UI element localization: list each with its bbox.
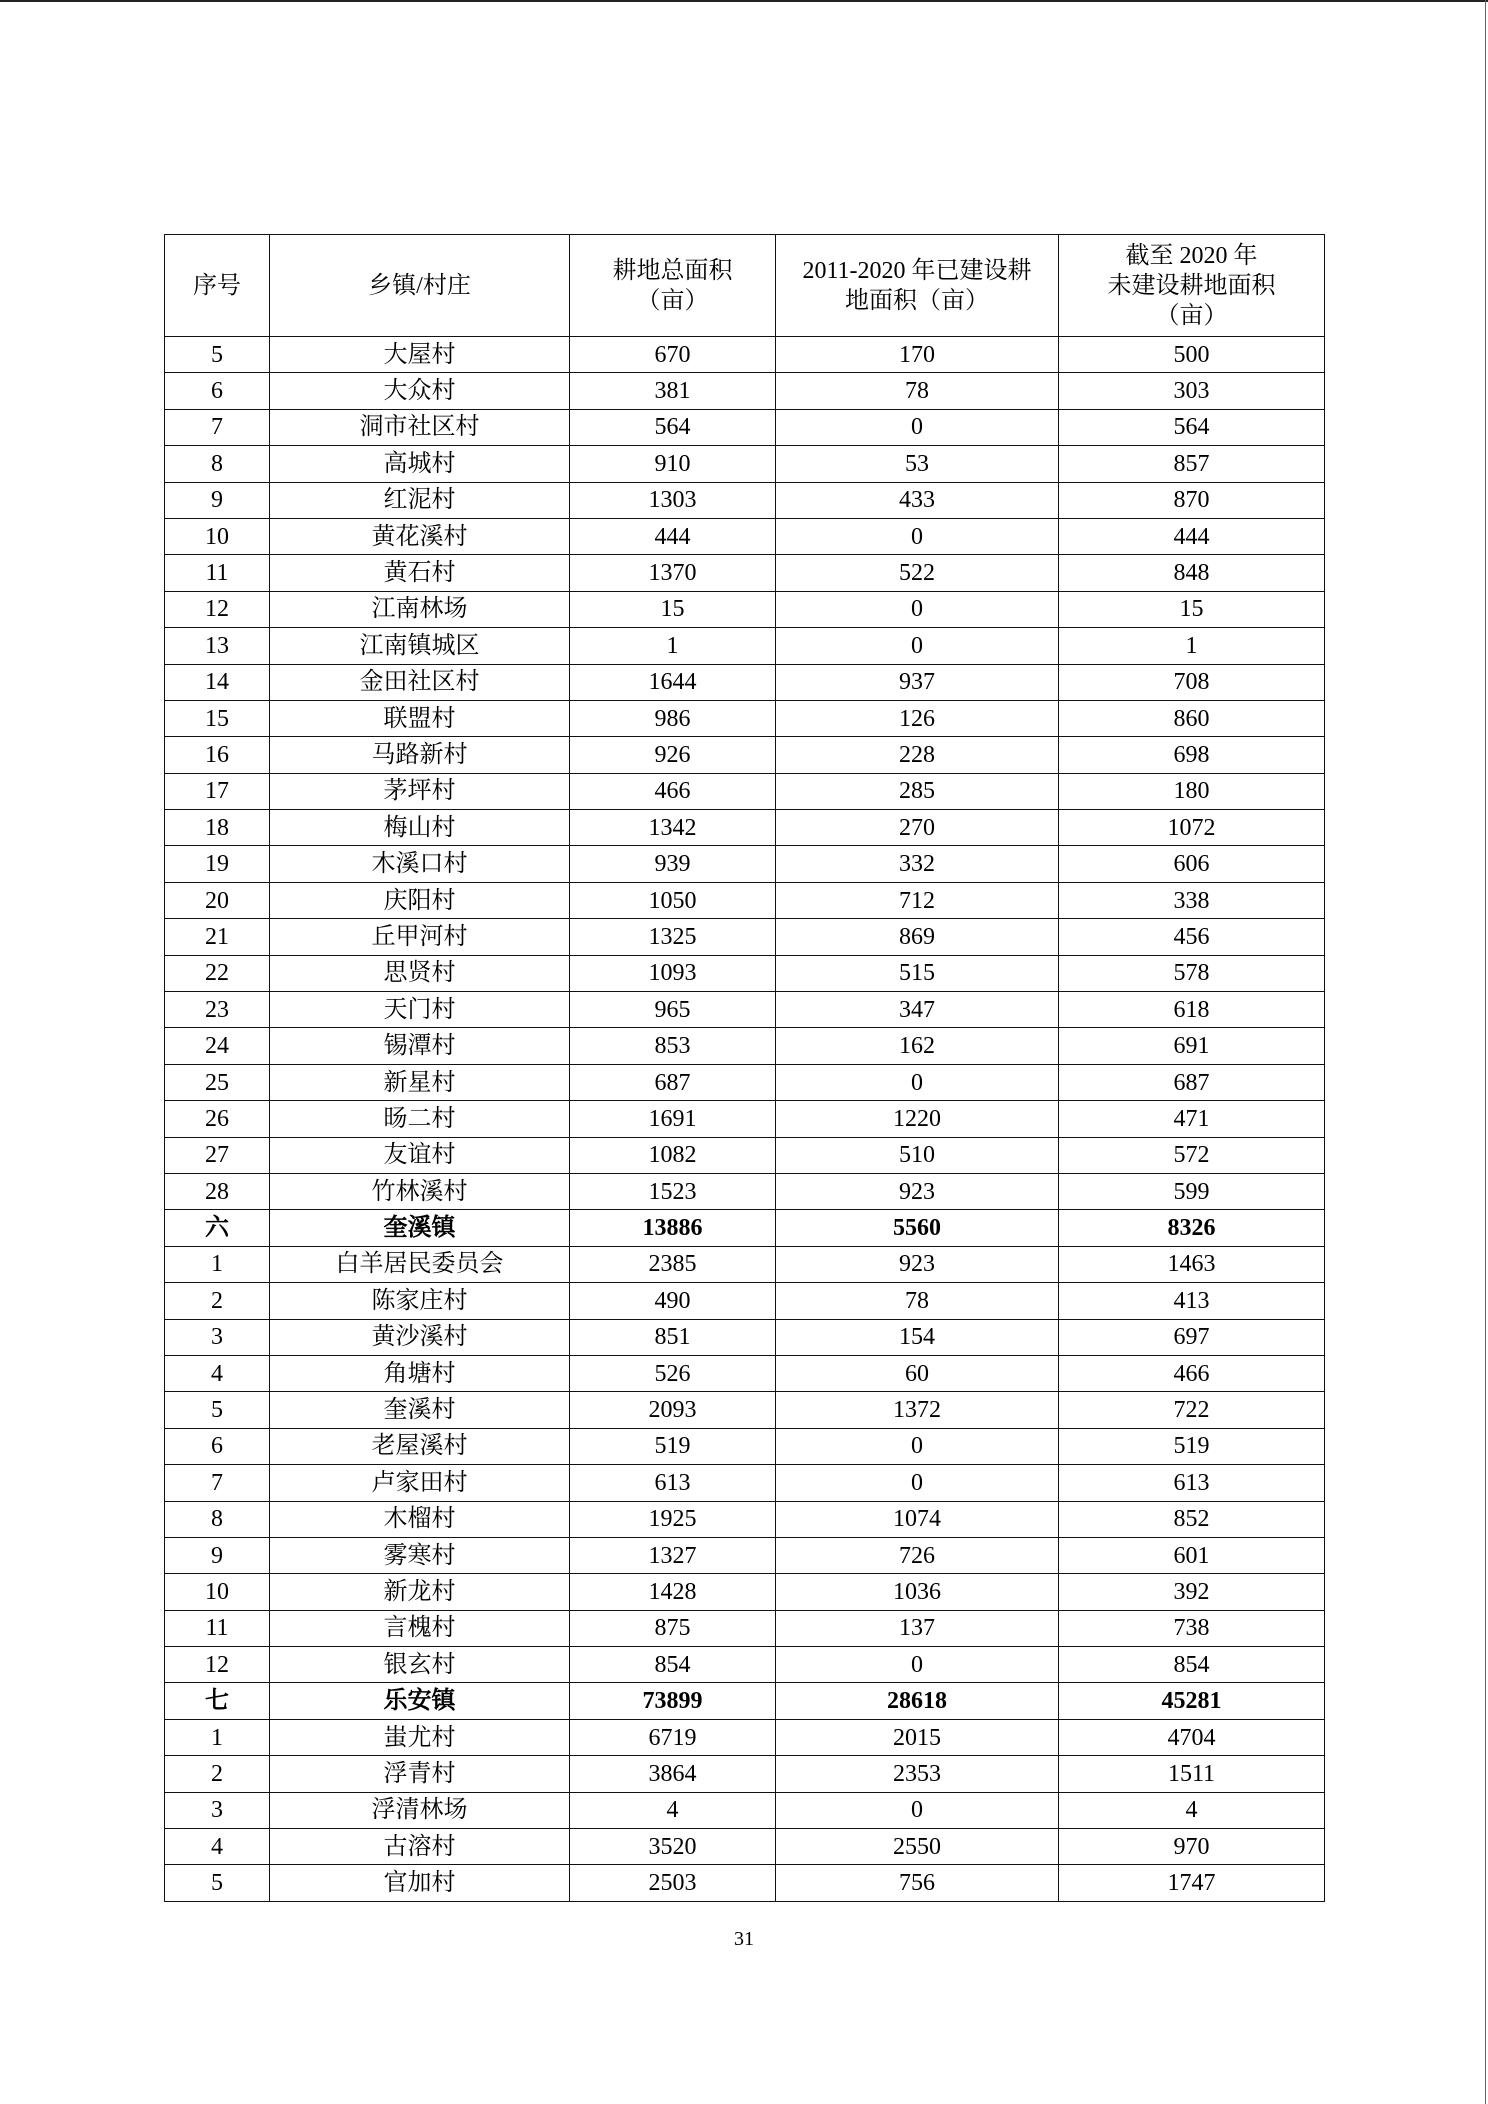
cell-unbuilt-area: 4704 bbox=[1059, 1719, 1325, 1755]
cell-township-village: 新星村 bbox=[270, 1064, 570, 1100]
cell-total-area: 1342 bbox=[570, 810, 776, 846]
cell-total-area: 2093 bbox=[570, 1392, 776, 1428]
header-serial-number: 序号 bbox=[165, 235, 270, 337]
table-row bbox=[165, 1283, 1325, 1319]
cell-serial-number: 24 bbox=[165, 1028, 270, 1064]
cell-built-area: 78 bbox=[776, 1283, 1059, 1319]
table-row bbox=[165, 1173, 1325, 1209]
cell-unbuilt-area: 738 bbox=[1059, 1610, 1325, 1646]
cell-serial-number: 5 bbox=[165, 337, 270, 373]
cell-unbuilt-area: 303 bbox=[1059, 373, 1325, 409]
table-row bbox=[165, 518, 1325, 554]
cell-total-area: 965 bbox=[570, 992, 776, 1028]
table-row bbox=[165, 1610, 1325, 1646]
table-row bbox=[165, 1028, 1325, 1064]
cell-total-area: 1925 bbox=[570, 1501, 776, 1537]
table-row bbox=[165, 1355, 1325, 1391]
cell-total-area: 1093 bbox=[570, 955, 776, 991]
cell-total-area: 2503 bbox=[570, 1865, 776, 1901]
cell-township-village: 江南镇城区 bbox=[270, 628, 570, 664]
cell-total-area: 2385 bbox=[570, 1246, 776, 1282]
table-row bbox=[165, 1465, 1325, 1501]
cell-township-village: 洞市社区村 bbox=[270, 409, 570, 445]
cell-unbuilt-area: 698 bbox=[1059, 737, 1325, 773]
cell-serial-number: 18 bbox=[165, 810, 270, 846]
cell-built-area: 712 bbox=[776, 882, 1059, 918]
cell-serial-number: 1 bbox=[165, 1246, 270, 1282]
cell-total-area: 73899 bbox=[570, 1683, 776, 1719]
cell-serial-number: 13 bbox=[165, 628, 270, 664]
cell-built-area: 126 bbox=[776, 700, 1059, 736]
cell-unbuilt-area: 857 bbox=[1059, 446, 1325, 482]
cell-total-area: 1 bbox=[570, 628, 776, 664]
cell-serial-number: 9 bbox=[165, 482, 270, 518]
cell-built-area: 154 bbox=[776, 1319, 1059, 1355]
cell-township-village: 新龙村 bbox=[270, 1574, 570, 1610]
cell-unbuilt-area: 578 bbox=[1059, 955, 1325, 991]
table-row bbox=[165, 1647, 1325, 1683]
cell-township-village: 锡潭村 bbox=[270, 1028, 570, 1064]
cell-unbuilt-area: 338 bbox=[1059, 882, 1325, 918]
cell-built-area: 1074 bbox=[776, 1501, 1059, 1537]
cell-township-village: 丘甲河村 bbox=[270, 919, 570, 955]
cell-serial-number: 20 bbox=[165, 882, 270, 918]
cell-built-area: 2550 bbox=[776, 1829, 1059, 1865]
cell-unbuilt-area: 697 bbox=[1059, 1319, 1325, 1355]
header-total-farmland-area: 耕地总面积 （亩） bbox=[570, 235, 776, 337]
cell-unbuilt-area: 854 bbox=[1059, 1647, 1325, 1683]
cell-built-area: 510 bbox=[776, 1137, 1059, 1173]
cell-serial-number: 14 bbox=[165, 664, 270, 700]
cell-township-village: 陈家庄村 bbox=[270, 1283, 570, 1319]
cell-unbuilt-area: 970 bbox=[1059, 1829, 1325, 1865]
cell-built-area: 162 bbox=[776, 1028, 1059, 1064]
cell-built-area: 433 bbox=[776, 482, 1059, 518]
cell-unbuilt-area: 601 bbox=[1059, 1537, 1325, 1573]
cell-total-area: 613 bbox=[570, 1465, 776, 1501]
cell-built-area: 60 bbox=[776, 1355, 1059, 1391]
cell-built-area: 0 bbox=[776, 518, 1059, 554]
cell-total-area: 1050 bbox=[570, 882, 776, 918]
cell-total-area: 490 bbox=[570, 1283, 776, 1319]
cell-serial-number: 21 bbox=[165, 919, 270, 955]
cell-serial-number: 8 bbox=[165, 1501, 270, 1537]
cell-township-village: 角塘村 bbox=[270, 1355, 570, 1391]
cell-township-village: 大众村 bbox=[270, 373, 570, 409]
table-row bbox=[165, 1064, 1325, 1100]
cell-township-village: 思贤村 bbox=[270, 955, 570, 991]
cell-unbuilt-area: 572 bbox=[1059, 1137, 1325, 1173]
cell-unbuilt-area: 45281 bbox=[1059, 1683, 1325, 1719]
table-header bbox=[165, 235, 1325, 337]
cell-unbuilt-area: 708 bbox=[1059, 664, 1325, 700]
table-row bbox=[165, 1537, 1325, 1573]
cell-built-area: 522 bbox=[776, 555, 1059, 591]
cell-unbuilt-area: 687 bbox=[1059, 1064, 1325, 1100]
cell-built-area: 937 bbox=[776, 664, 1059, 700]
cell-built-area: 0 bbox=[776, 628, 1059, 664]
header-built-farmland-area: 2011-2020 年已建设耕 地面积（亩） bbox=[776, 235, 1059, 337]
cell-built-area: 2015 bbox=[776, 1719, 1059, 1755]
cell-township-village: 庆阳村 bbox=[270, 882, 570, 918]
cell-serial-number: 5 bbox=[165, 1865, 270, 1901]
cell-township-village: 白羊居民委员会 bbox=[270, 1246, 570, 1282]
table-row bbox=[165, 1428, 1325, 1464]
cell-unbuilt-area: 852 bbox=[1059, 1501, 1325, 1537]
table-row bbox=[165, 773, 1325, 809]
cell-serial-number: 9 bbox=[165, 1537, 270, 1573]
header-unbuilt-farmland-area: 截至 2020 年 未建设耕地面积 （亩） bbox=[1059, 235, 1325, 337]
table-row bbox=[165, 955, 1325, 991]
table-row bbox=[165, 1101, 1325, 1137]
cell-total-area: 926 bbox=[570, 737, 776, 773]
cell-unbuilt-area: 456 bbox=[1059, 919, 1325, 955]
cell-township-village: 茅坪村 bbox=[270, 773, 570, 809]
cell-serial-number: 11 bbox=[165, 1610, 270, 1646]
cell-serial-number: 25 bbox=[165, 1064, 270, 1100]
cell-township-village: 梅山村 bbox=[270, 810, 570, 846]
cell-built-area: 347 bbox=[776, 992, 1059, 1028]
cell-serial-number: 3 bbox=[165, 1319, 270, 1355]
cell-township-village: 大屋村 bbox=[270, 337, 570, 373]
table-row-township-subtotal bbox=[165, 1210, 1325, 1246]
cell-unbuilt-area: 466 bbox=[1059, 1355, 1325, 1391]
cell-serial-number: 12 bbox=[165, 1647, 270, 1683]
cell-township-village: 联盟村 bbox=[270, 700, 570, 736]
cell-serial-number: 23 bbox=[165, 992, 270, 1028]
cell-serial-number: 7 bbox=[165, 1465, 270, 1501]
cell-built-area: 0 bbox=[776, 1064, 1059, 1100]
header-row bbox=[165, 235, 1325, 337]
cell-township-village: 乐安镇 bbox=[270, 1683, 570, 1719]
cell-serial-number: 11 bbox=[165, 555, 270, 591]
cell-serial-number: 六 bbox=[165, 1210, 270, 1246]
cell-built-area: 0 bbox=[776, 1647, 1059, 1683]
cell-serial-number: 17 bbox=[165, 773, 270, 809]
cell-total-area: 3520 bbox=[570, 1829, 776, 1865]
cell-total-area: 444 bbox=[570, 518, 776, 554]
cell-unbuilt-area: 180 bbox=[1059, 773, 1325, 809]
cell-unbuilt-area: 1072 bbox=[1059, 810, 1325, 846]
cell-unbuilt-area: 618 bbox=[1059, 992, 1325, 1028]
cell-unbuilt-area: 1 bbox=[1059, 628, 1325, 664]
cell-township-village: 金田社区村 bbox=[270, 664, 570, 700]
table-row bbox=[165, 882, 1325, 918]
table-row bbox=[165, 846, 1325, 882]
cell-serial-number: 1 bbox=[165, 1719, 270, 1755]
cell-township-village: 红泥村 bbox=[270, 482, 570, 518]
cell-built-area: 2353 bbox=[776, 1756, 1059, 1792]
cell-total-area: 1327 bbox=[570, 1537, 776, 1573]
cell-township-village: 奎溪村 bbox=[270, 1392, 570, 1428]
cell-unbuilt-area: 8326 bbox=[1059, 1210, 1325, 1246]
cell-serial-number: 19 bbox=[165, 846, 270, 882]
cell-unbuilt-area: 392 bbox=[1059, 1574, 1325, 1610]
cell-serial-number: 4 bbox=[165, 1829, 270, 1865]
table-row bbox=[165, 664, 1325, 700]
cell-serial-number: 8 bbox=[165, 446, 270, 482]
cell-total-area: 875 bbox=[570, 1610, 776, 1646]
cell-built-area: 1036 bbox=[776, 1574, 1059, 1610]
table-row bbox=[165, 373, 1325, 409]
table-row bbox=[165, 700, 1325, 736]
cell-total-area: 519 bbox=[570, 1428, 776, 1464]
cell-serial-number: 15 bbox=[165, 700, 270, 736]
table-row bbox=[165, 919, 1325, 955]
cell-built-area: 0 bbox=[776, 591, 1059, 627]
cell-township-village: 浮清林场 bbox=[270, 1792, 570, 1828]
page-number: 31 bbox=[734, 1928, 754, 1950]
cell-total-area: 1691 bbox=[570, 1101, 776, 1137]
cell-total-area: 1370 bbox=[570, 555, 776, 591]
table-row bbox=[165, 1574, 1325, 1610]
table-row bbox=[165, 446, 1325, 482]
cell-township-village: 天门村 bbox=[270, 992, 570, 1028]
table-row bbox=[165, 1865, 1325, 1901]
cell-total-area: 13886 bbox=[570, 1210, 776, 1246]
table-row bbox=[165, 1392, 1325, 1428]
cell-built-area: 28618 bbox=[776, 1683, 1059, 1719]
cell-township-village: 言槐村 bbox=[270, 1610, 570, 1646]
cell-unbuilt-area: 599 bbox=[1059, 1173, 1325, 1209]
cell-serial-number: 26 bbox=[165, 1101, 270, 1137]
cell-unbuilt-area: 691 bbox=[1059, 1028, 1325, 1064]
table-row bbox=[165, 337, 1325, 373]
cell-serial-number: 3 bbox=[165, 1792, 270, 1828]
cell-township-village: 古溶村 bbox=[270, 1829, 570, 1865]
cell-total-area: 1303 bbox=[570, 482, 776, 518]
page-top-border bbox=[0, 0, 1488, 2]
table-row bbox=[165, 1829, 1325, 1865]
cell-serial-number: 22 bbox=[165, 955, 270, 991]
cell-unbuilt-area: 1463 bbox=[1059, 1246, 1325, 1282]
table-row bbox=[165, 1756, 1325, 1792]
table-row bbox=[165, 1319, 1325, 1355]
cell-built-area: 332 bbox=[776, 846, 1059, 882]
cell-built-area: 1372 bbox=[776, 1392, 1059, 1428]
cell-built-area: 923 bbox=[776, 1173, 1059, 1209]
cell-serial-number: 6 bbox=[165, 373, 270, 409]
cell-unbuilt-area: 848 bbox=[1059, 555, 1325, 591]
cell-serial-number: 28 bbox=[165, 1173, 270, 1209]
cell-total-area: 564 bbox=[570, 409, 776, 445]
cell-serial-number: 10 bbox=[165, 1574, 270, 1610]
cell-serial-number: 7 bbox=[165, 409, 270, 445]
cell-township-village: 竹林溪村 bbox=[270, 1173, 570, 1209]
cell-total-area: 853 bbox=[570, 1028, 776, 1064]
cell-built-area: 756 bbox=[776, 1865, 1059, 1901]
table-row bbox=[165, 1137, 1325, 1173]
cell-township-village: 旸二村 bbox=[270, 1101, 570, 1137]
table-row bbox=[165, 555, 1325, 591]
cell-built-area: 1220 bbox=[776, 1101, 1059, 1137]
cell-built-area: 53 bbox=[776, 446, 1059, 482]
page-right-border bbox=[1485, 0, 1486, 2104]
cell-built-area: 270 bbox=[776, 810, 1059, 846]
table-row bbox=[165, 1719, 1325, 1755]
table-row bbox=[165, 409, 1325, 445]
cell-unbuilt-area: 870 bbox=[1059, 482, 1325, 518]
cell-built-area: 137 bbox=[776, 1610, 1059, 1646]
cell-serial-number: 2 bbox=[165, 1756, 270, 1792]
cell-unbuilt-area: 722 bbox=[1059, 1392, 1325, 1428]
cell-total-area: 15 bbox=[570, 591, 776, 627]
cell-township-village: 黄石村 bbox=[270, 555, 570, 591]
table-row bbox=[165, 1792, 1325, 1828]
cell-township-village: 蚩尤村 bbox=[270, 1719, 570, 1755]
cell-township-village: 老屋溪村 bbox=[270, 1428, 570, 1464]
cell-township-village: 江南林场 bbox=[270, 591, 570, 627]
table-body bbox=[165, 337, 1325, 1902]
table-row bbox=[165, 482, 1325, 518]
cell-unbuilt-area: 413 bbox=[1059, 1283, 1325, 1319]
cell-unbuilt-area: 1747 bbox=[1059, 1865, 1325, 1901]
cell-unbuilt-area: 1511 bbox=[1059, 1756, 1325, 1792]
cell-township-village: 浮青村 bbox=[270, 1756, 570, 1792]
cell-serial-number: 12 bbox=[165, 591, 270, 627]
cell-total-area: 1523 bbox=[570, 1173, 776, 1209]
cell-total-area: 526 bbox=[570, 1355, 776, 1391]
cell-total-area: 4 bbox=[570, 1792, 776, 1828]
cell-serial-number: 27 bbox=[165, 1137, 270, 1173]
cell-serial-number: 2 bbox=[165, 1283, 270, 1319]
cell-serial-number: 5 bbox=[165, 1392, 270, 1428]
table-row bbox=[165, 810, 1325, 846]
cell-built-area: 0 bbox=[776, 1428, 1059, 1464]
table-row bbox=[165, 1501, 1325, 1537]
cell-township-village: 雾寒村 bbox=[270, 1537, 570, 1573]
cell-township-village: 马路新村 bbox=[270, 737, 570, 773]
cell-township-village: 木溪口村 bbox=[270, 846, 570, 882]
cell-township-village: 高城村 bbox=[270, 446, 570, 482]
cell-built-area: 5560 bbox=[776, 1210, 1059, 1246]
cell-built-area: 726 bbox=[776, 1537, 1059, 1573]
cell-total-area: 1325 bbox=[570, 919, 776, 955]
table-row bbox=[165, 737, 1325, 773]
cell-serial-number: 16 bbox=[165, 737, 270, 773]
cell-built-area: 515 bbox=[776, 955, 1059, 991]
table-row bbox=[165, 628, 1325, 664]
cell-serial-number: 4 bbox=[165, 1355, 270, 1391]
cell-township-village: 木榴村 bbox=[270, 1501, 570, 1537]
cell-total-area: 687 bbox=[570, 1064, 776, 1100]
cell-total-area: 910 bbox=[570, 446, 776, 482]
cell-total-area: 1428 bbox=[570, 1574, 776, 1610]
cell-total-area: 3864 bbox=[570, 1756, 776, 1792]
cell-township-village: 卢家田村 bbox=[270, 1465, 570, 1501]
cell-total-area: 670 bbox=[570, 337, 776, 373]
cell-built-area: 0 bbox=[776, 1465, 1059, 1501]
cell-unbuilt-area: 860 bbox=[1059, 700, 1325, 736]
cell-township-village: 黄沙溪村 bbox=[270, 1319, 570, 1355]
farmland-area-table bbox=[164, 234, 1325, 1902]
cell-township-village: 银玄村 bbox=[270, 1647, 570, 1683]
cell-total-area: 939 bbox=[570, 846, 776, 882]
cell-total-area: 1082 bbox=[570, 1137, 776, 1173]
cell-unbuilt-area: 4 bbox=[1059, 1792, 1325, 1828]
cell-built-area: 78 bbox=[776, 373, 1059, 409]
cell-total-area: 851 bbox=[570, 1319, 776, 1355]
cell-unbuilt-area: 500 bbox=[1059, 337, 1325, 373]
cell-total-area: 986 bbox=[570, 700, 776, 736]
cell-built-area: 0 bbox=[776, 409, 1059, 445]
cell-built-area: 285 bbox=[776, 773, 1059, 809]
cell-township-village: 黄花溪村 bbox=[270, 518, 570, 554]
header-township-village: 乡镇/村庄 bbox=[270, 235, 570, 337]
cell-township-village: 奎溪镇 bbox=[270, 1210, 570, 1246]
table-row bbox=[165, 1246, 1325, 1282]
cell-unbuilt-area: 519 bbox=[1059, 1428, 1325, 1464]
cell-total-area: 466 bbox=[570, 773, 776, 809]
cell-township-village: 友谊村 bbox=[270, 1137, 570, 1173]
cell-unbuilt-area: 471 bbox=[1059, 1101, 1325, 1137]
cell-unbuilt-area: 444 bbox=[1059, 518, 1325, 554]
cell-unbuilt-area: 15 bbox=[1059, 591, 1325, 627]
table-row bbox=[165, 591, 1325, 627]
cell-unbuilt-area: 564 bbox=[1059, 409, 1325, 445]
cell-total-area: 854 bbox=[570, 1647, 776, 1683]
cell-serial-number: 6 bbox=[165, 1428, 270, 1464]
cell-unbuilt-area: 606 bbox=[1059, 846, 1325, 882]
table-row-township-subtotal bbox=[165, 1683, 1325, 1719]
table-row bbox=[165, 992, 1325, 1028]
cell-built-area: 869 bbox=[776, 919, 1059, 955]
cell-total-area: 381 bbox=[570, 373, 776, 409]
cell-serial-number: 10 bbox=[165, 518, 270, 554]
cell-built-area: 923 bbox=[776, 1246, 1059, 1282]
cell-total-area: 1644 bbox=[570, 664, 776, 700]
cell-built-area: 228 bbox=[776, 737, 1059, 773]
cell-built-area: 0 bbox=[776, 1792, 1059, 1828]
cell-township-village: 官加村 bbox=[270, 1865, 570, 1901]
cell-built-area: 170 bbox=[776, 337, 1059, 373]
cell-total-area: 6719 bbox=[570, 1719, 776, 1755]
cell-serial-number: 七 bbox=[165, 1683, 270, 1719]
cell-unbuilt-area: 613 bbox=[1059, 1465, 1325, 1501]
